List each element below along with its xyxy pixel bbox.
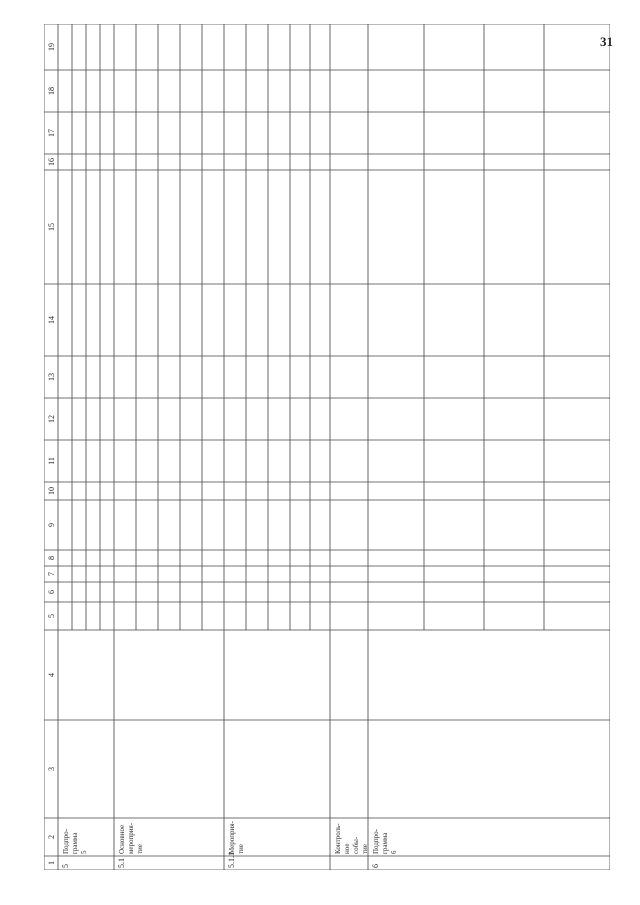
row-type-label: Контроль- bbox=[334, 823, 342, 854]
row-type-label: тие bbox=[361, 844, 369, 854]
column-header: 11 bbox=[47, 457, 56, 465]
column-header: 4 bbox=[47, 673, 56, 677]
column-header: 19 bbox=[47, 43, 56, 51]
column-header: 6 bbox=[47, 590, 56, 594]
column-header: 7 bbox=[47, 572, 56, 576]
row-number: 5 bbox=[61, 864, 70, 868]
row-type-label: собы- bbox=[352, 836, 360, 854]
column-header: 13 bbox=[47, 373, 56, 381]
column-header: 14 bbox=[47, 316, 56, 324]
column-header: 17 bbox=[47, 129, 56, 137]
row-type-label: 6 bbox=[390, 850, 398, 854]
row-number: 5.1 bbox=[117, 858, 126, 868]
table-grid bbox=[44, 24, 610, 870]
row-number: 6 bbox=[371, 864, 380, 868]
column-header: 15 bbox=[47, 223, 56, 231]
row-type-label: Основное bbox=[118, 824, 126, 854]
row-type-label: тие bbox=[237, 844, 245, 854]
column-header: 16 bbox=[47, 158, 56, 166]
page-number: 31 bbox=[600, 34, 613, 49]
row-number: 5.1.1 bbox=[227, 852, 236, 868]
column-header: 18 bbox=[47, 87, 56, 95]
row-type-label: Подпро- bbox=[62, 829, 70, 854]
row-type-label: грамма bbox=[71, 832, 79, 854]
row-type-label: 5 bbox=[80, 850, 88, 854]
rotated-table bbox=[44, 24, 610, 870]
column-header: 3 bbox=[47, 767, 56, 771]
column-header: 10 bbox=[47, 487, 56, 495]
row-type-label: ное bbox=[343, 843, 351, 854]
row-type-label: грамма bbox=[381, 832, 389, 854]
column-header: 12 bbox=[47, 415, 56, 423]
column-header: 1 bbox=[47, 861, 56, 865]
row-type-label: Подпро- bbox=[372, 829, 380, 854]
column-header: 5 bbox=[47, 614, 56, 618]
column-header: 2 bbox=[47, 835, 56, 839]
column-header: 9 bbox=[47, 523, 56, 527]
row-type-label: мероприя- bbox=[127, 822, 135, 854]
row-type-label: тие bbox=[136, 844, 144, 854]
column-header: 8 bbox=[47, 556, 56, 560]
row-type-label: Мероприя- bbox=[228, 821, 236, 854]
